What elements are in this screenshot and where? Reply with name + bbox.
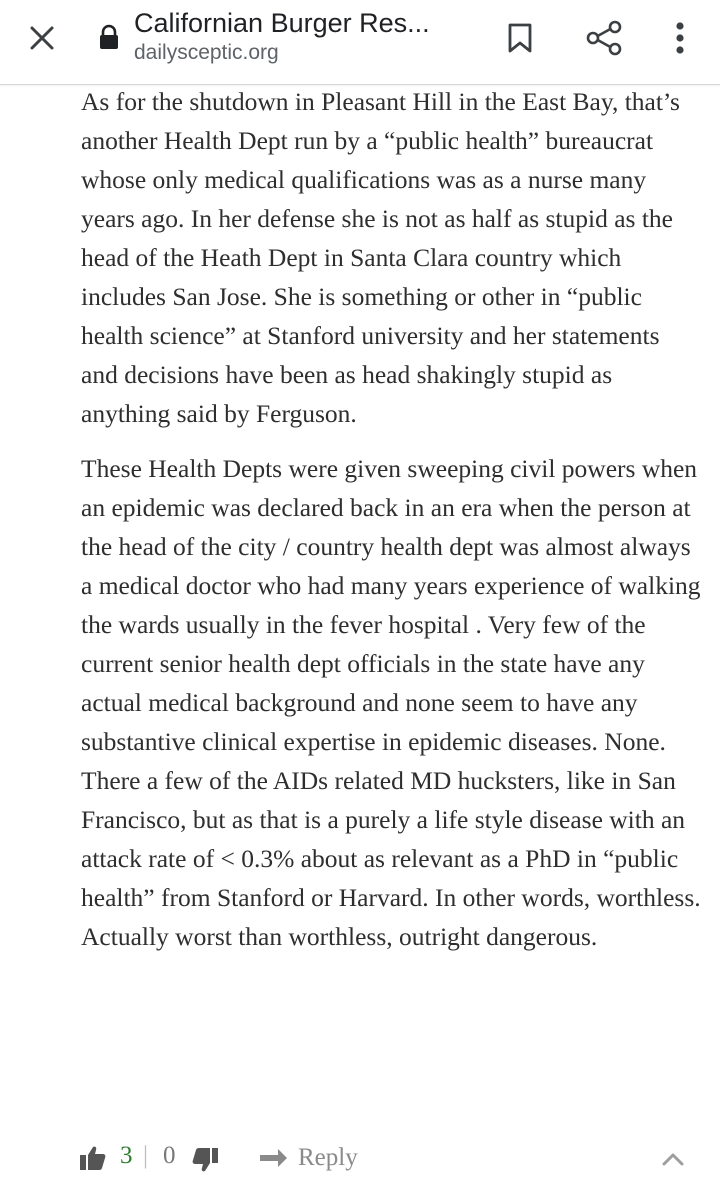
reply-label: Reply bbox=[298, 1144, 358, 1171]
more-options-button[interactable] bbox=[660, 14, 700, 62]
bookmark-icon bbox=[507, 22, 533, 54]
share-icon bbox=[584, 20, 624, 56]
close-icon bbox=[29, 25, 55, 51]
thumbs-down-icon[interactable] bbox=[192, 1148, 218, 1172]
page-title: Californian Burger Res... bbox=[134, 8, 430, 38]
upvote-count: 3 bbox=[120, 1142, 133, 1169]
comment-paragraph: These Health Depts were given sweeping civil powers when an epidemic was declared back in an era when the person at the head of the city / country health dept was almost always a medical doctor who had many years experience of walking the wards usually in the fever hospital . Very few of the current senior health dept officials in the state have any actual medical background and none seem to have any substantive clinical expertise in epidemic diseases. None. There a few of the AIDs related MD hucksters, like in San Francisco, but as that is a purely a life style disease with an attack rate of < 0.3% about as relevant as a PhD in “public health” from Stanford or Harvard. In other words, worthless. Actually worst than worthless, outright dangerous. bbox=[81, 454, 701, 951]
comment-body bbox=[81, 82, 701, 956]
page-info[interactable] bbox=[134, 6, 484, 66]
share-button[interactable] bbox=[580, 14, 628, 62]
collapse-button[interactable] bbox=[658, 1144, 688, 1174]
close-button[interactable] bbox=[20, 16, 64, 60]
page-domain: dailysceptic.org bbox=[134, 41, 279, 64]
downvote-count: 0 bbox=[163, 1142, 176, 1169]
browser-toolbar bbox=[0, 0, 720, 85]
lock-icon bbox=[97, 24, 121, 50]
chevron-up-icon bbox=[661, 1151, 685, 1167]
vote-separator: | bbox=[143, 1142, 149, 1169]
comment-paragraph: As for the shutdown in Pleasant Hill in the East Bay, that’s another Health Dept run by a “public health” bureaucrat whose only medical qualifications was as a nurse many years ago. In her defense she is not as half as stupid as the head of the Heath Dept in Santa Clara country which includes San Jose. She is something or other in “public health science” at Stanford university and her statements and decisions have been as head shakingly stupid as anything said by Ferguson. bbox=[81, 87, 680, 428]
reply-arrow-icon bbox=[258, 1147, 288, 1169]
more-vert-icon bbox=[675, 21, 685, 55]
reply-button[interactable] bbox=[258, 1138, 358, 1178]
bookmark-button[interactable] bbox=[498, 16, 542, 60]
comment-actions bbox=[80, 1138, 700, 1178]
thumbs-up-icon[interactable] bbox=[80, 1146, 106, 1170]
